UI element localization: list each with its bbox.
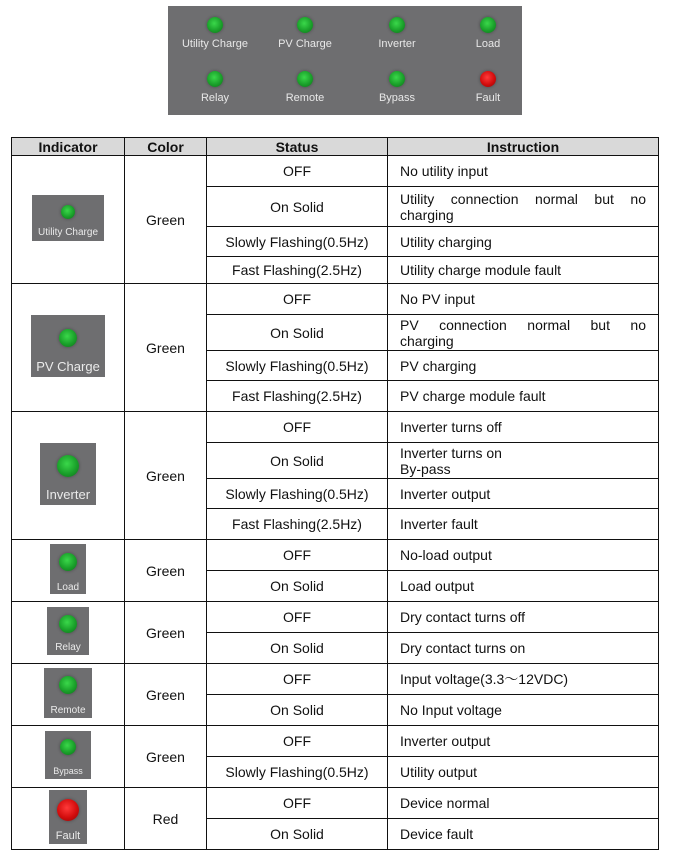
instruction-cell: Utility charging [388, 227, 659, 257]
panel-label: Load [475, 38, 501, 50]
panel-indicator-pv-charge [261, 17, 349, 50]
instruction-line: PV connection normal but no [400, 316, 646, 333]
status-cell: OFF [207, 788, 388, 819]
badge-label: Remote [50, 705, 86, 716]
red-led-icon [57, 799, 79, 821]
color-cell: Green [125, 602, 207, 664]
green-led-icon [297, 71, 313, 87]
panel-indicator-load [444, 17, 532, 50]
green-led-icon [207, 17, 223, 33]
status-cell: Slowly Flashing(0.5Hz) [207, 757, 388, 788]
status-cell: On Solid [207, 187, 388, 227]
badge-label: PV Charge [36, 359, 100, 374]
status-cell: Fast Flashing(2.5Hz) [207, 257, 388, 284]
color-cell: Green [125, 540, 207, 602]
green-led-icon [59, 676, 77, 694]
instruction-cell: Input voltage(3.3～12VDC) [388, 664, 659, 695]
color-cell: Green [125, 664, 207, 726]
indicator-cell [12, 540, 125, 602]
indicator-cell [12, 284, 125, 412]
panel-indicator-utility-charge [171, 17, 259, 50]
status-cell: OFF [207, 540, 388, 571]
instruction-cell: Device fault [388, 819, 659, 850]
indicator-cell [12, 602, 125, 664]
panel-label: Fault [475, 92, 501, 104]
instruction-line: Inverter turns on [400, 444, 502, 461]
status-cell: OFF [207, 156, 388, 187]
table-row [12, 156, 659, 187]
table-row [12, 540, 659, 571]
panel-indicator-relay [171, 71, 259, 104]
color-cell: Red [125, 788, 207, 850]
color-cell: Green [125, 156, 207, 284]
green-led-icon [207, 71, 223, 87]
panel-label: PV Charge [278, 38, 332, 50]
badge-label: Bypass [53, 766, 83, 776]
instruction-cell: PV charge module fault [388, 381, 659, 412]
instruction-cell: Utility charge module fault [388, 257, 659, 284]
indicator-cell [12, 788, 125, 850]
status-cell: Slowly Flashing(0.5Hz) [207, 479, 388, 509]
panel-label: Bypass [378, 92, 416, 104]
status-cell: OFF [207, 726, 388, 757]
header-status: Status [207, 138, 388, 156]
status-cell: OFF [207, 284, 388, 315]
instruction-line: By-pass [400, 460, 451, 477]
indicator-cell [12, 664, 125, 726]
badge-label: Fault [55, 830, 81, 842]
instruction-line: charging [400, 206, 454, 223]
status-cell: On Solid [207, 819, 388, 850]
instruction-cell: Inverter turns off [388, 412, 659, 443]
green-led-icon [389, 17, 405, 33]
status-cell: Fast Flashing(2.5Hz) [207, 509, 388, 540]
panel-label: Inverter [378, 38, 416, 50]
instruction-line: Utility connection normal but no [400, 190, 646, 207]
panel-indicator-remote [261, 71, 349, 104]
instruction-cell: Inverter output [388, 726, 659, 757]
green-led-icon [480, 17, 496, 33]
color-cell: Green [125, 412, 207, 540]
indicator-badge-utility-charge [32, 195, 104, 241]
instruction-cell: No Input voltage [388, 695, 659, 726]
badge-label: Load [56, 582, 80, 593]
indicator-cell [12, 156, 125, 284]
table-row [12, 602, 659, 633]
instruction-cell: PV charging [388, 351, 659, 381]
indicator-cell [12, 726, 125, 788]
indicator-badge-load [50, 544, 86, 594]
green-led-icon [59, 615, 77, 633]
status-cell: OFF [207, 602, 388, 633]
instruction-line: charging [400, 332, 454, 349]
panel-indicator-fault [444, 71, 532, 104]
indicator-table [11, 137, 659, 850]
table-header-row [12, 138, 659, 156]
instruction-cell: Inverter output [388, 479, 659, 509]
panel-label: Relay [200, 92, 230, 104]
indicator-badge-fault [49, 790, 87, 844]
color-cell: Green [125, 726, 207, 788]
status-cell: On Solid [207, 571, 388, 602]
status-cell: On Solid [207, 443, 388, 479]
badge-label: Utility Charge [37, 227, 99, 238]
panel-indicator-inverter [353, 17, 441, 50]
instruction-cell: Load output [388, 571, 659, 602]
green-led-icon [389, 71, 405, 87]
header-indicator: Indicator [12, 138, 125, 156]
table-row [12, 284, 659, 315]
indicator-badge-inverter [40, 443, 96, 505]
indicator-cell [12, 412, 125, 540]
instruction-cell: No-load output [388, 540, 659, 571]
instruction-cell: Dry contact turns off [388, 602, 659, 633]
instruction-cell: No PV input [388, 284, 659, 315]
header-instruction: Instruction [388, 138, 659, 156]
green-led-icon [61, 205, 75, 219]
table-row [12, 726, 659, 757]
instruction-cell: Dry contact turns on [388, 633, 659, 664]
table-row [12, 412, 659, 443]
color-cell: Green [125, 284, 207, 412]
green-led-icon [297, 17, 313, 33]
status-cell: Slowly Flashing(0.5Hz) [207, 351, 388, 381]
status-cell: Slowly Flashing(0.5Hz) [207, 227, 388, 257]
green-led-icon [59, 553, 77, 571]
instruction-cell: Inverter fault [388, 509, 659, 540]
table-row [12, 788, 659, 819]
status-cell: On Solid [207, 633, 388, 664]
header-color: Color [125, 138, 207, 156]
table-row [12, 664, 659, 695]
status-cell: OFF [207, 412, 388, 443]
indicator-badge-bypass [45, 731, 91, 779]
panel-label: Remote [285, 92, 325, 104]
instruction-cell: Device normal [388, 788, 659, 819]
instruction-cell [388, 187, 659, 227]
led-panel-image [168, 6, 522, 115]
indicator-badge-remote [44, 668, 92, 718]
green-led-icon [57, 455, 79, 477]
panel-indicator-bypass [353, 71, 441, 104]
status-cell: On Solid [207, 695, 388, 726]
instruction-cell: Utility output [388, 757, 659, 788]
green-led-icon [60, 739, 76, 755]
panel-label: Utility Charge [181, 38, 249, 50]
instruction-cell: No utility input [388, 156, 659, 187]
instruction-cell [388, 443, 659, 479]
green-led-icon [59, 329, 77, 347]
indicator-badge-relay [47, 607, 89, 655]
instruction-cell [388, 315, 659, 351]
status-cell: On Solid [207, 315, 388, 351]
indicator-badge-pv-charge [31, 315, 105, 377]
badge-label: Relay [55, 642, 81, 653]
badge-label: Inverter [45, 487, 91, 502]
red-led-icon [480, 71, 496, 87]
status-cell: Fast Flashing(2.5Hz) [207, 381, 388, 412]
status-cell: OFF [207, 664, 388, 695]
